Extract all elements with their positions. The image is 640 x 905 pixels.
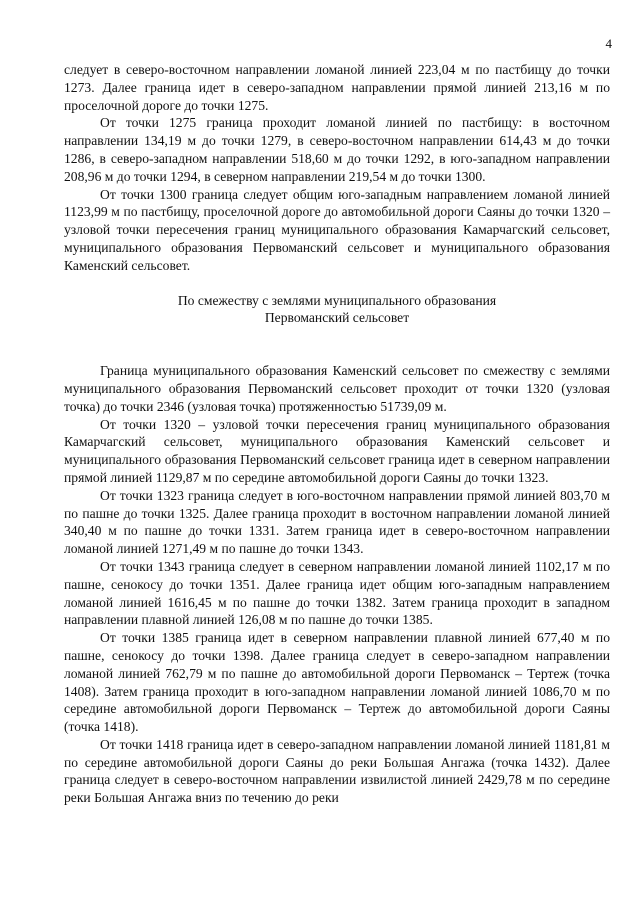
paragraph: Граница муниципального образования Каменский сельсовет по смежеству с землями муниципального образования Первоманский сельсовет проходит от точки 1320 (узловая точка) до точки 2346 (узловая точка) протяженностью 51739,09 м. <box>64 363 610 414</box>
section-heading <box>64 292 610 328</box>
paragraph: От точки 1385 граница идет в северном направлении плавной линией 677,40 м по пашне, сенокосу до точки 1398. Далее граница следует в северо-западном направлении ломаной линией 762,79 м по пашне до автомобильной дороги Первоманск – Тертеж (точка 1408). Затем граница проходит в юго-западном направлении ломаной линией 1086,70 м по середине автомобильной дороги Первоманск – Тертеж до автомобильной дороги Саяны (точка 1418). <box>64 630 610 735</box>
section-heading-line: По смежеству с землями муниципального образования <box>177 292 497 308</box>
paragraph: От точки 1418 граница идет в северо-западном направлении ломаной линией 1181,81 м по середине автомобильной дороги Саяны до реки Большая Ангажа (точка 1432). Далее граница следует в северо-восточном направлении извилистой линией 2429,78 м по середине реки Большая Ангажа вниз по течению до реки <box>64 736 610 806</box>
paragraph: От точки 1323 граница следует в юго-восточном направлении прямой линией 803,70 м по пашне до точки 1325. Далее граница проходит в восточном направлении ломаной линией 340,40 м по пашне до точки 1331. Затем граница идет в северо-восточном направлении ломаной линией 1271,49 м по пашне до точки 1343. <box>64 487 610 557</box>
document-body <box>64 61 610 807</box>
paragraph: От точки 1275 граница проходит ломаной линией по пастбищу: в восточном направлении 134,19 м до точки 1279, в северо-восточном направлении 614,43 м до точки 1286, в северо-западном направлении 518,60 м до точки 1292, в юго-западном направлении 208,96 м до точки 1294, в северном направлении 219,54 м до точки 1300. <box>64 115 610 184</box>
paragraph: От точки 1320 – узловой точки пересечения границ муниципального образования Камарчагский сельсовет, муниципального образования Каменский сельсовет и муниципального образования Первоманский сельсовет граница идет в северном направлении прямой линией 1129,87 м по середине автомобильной дороги Саяны до точки 1323. <box>64 416 610 485</box>
paragraph: следует в северо-восточном направлении ломаной линией 223,04 м по пастбищу до точки 1273. Далее граница идет в северо-западном направлении прямой линией 213,16 м по проселочной дороге до точки 1275. <box>64 62 610 113</box>
paragraph: От точки 1343 граница следует в северном направлении ломаной линией 1102,17 м по пашне, сенокосу до точки 1351. Далее граница идет общим юго-западным направлением ломаной линией 1616,45 м по пашне до точки 1382. Затем граница проходит в западном направлении плавной линией 126,08 м по пашне до точки 1385. <box>64 558 610 628</box>
section-heading-line: Первоманский сельсовет <box>264 310 410 326</box>
paragraph: От точки 1300 граница следует общим юго-западным направлением ломаной линией 1123,99 м по пастбищу, проселочной дороге до автомобильной дороги Саяны до точки 1320 – узловой точки пересечения границ муниципального образования Камарчагский сельсовет, муниципального образования Первоманский сельсовет и муниципального образования Каменский сельсовет. <box>64 186 610 273</box>
page-number: 4 <box>605 36 612 51</box>
